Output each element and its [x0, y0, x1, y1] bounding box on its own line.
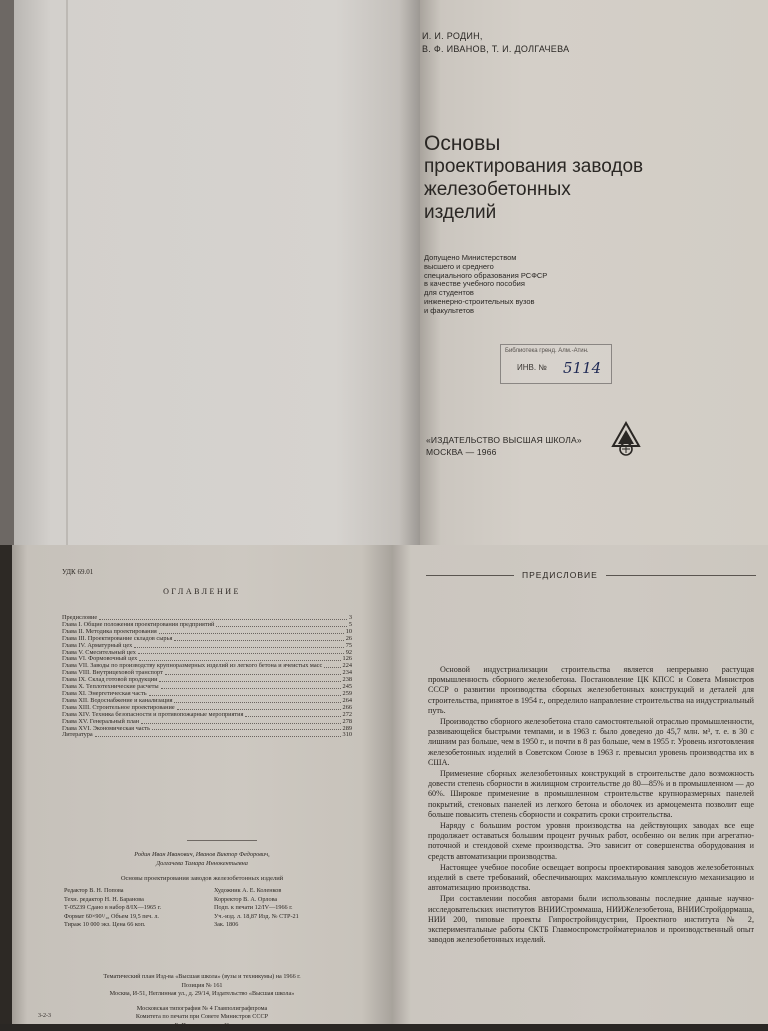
approval-line: для студентов: [424, 288, 474, 298]
preface-page: [392, 545, 768, 1024]
toc-leader-dots: [141, 723, 340, 724]
toc-entry-label: Глава X. Теплотехнические расчеты: [62, 683, 159, 691]
toc-leader-dots: [161, 688, 341, 689]
imprint-row: [64, 904, 364, 913]
imprint-printer-line: Московская типография № 4 Главполиграфпрома: [136, 1004, 268, 1012]
imprint-row: [64, 896, 364, 905]
toc-entry-page: 278: [342, 717, 352, 725]
imprint-cell: Формат 60×90¹/₁₆ Объем 19,5 печ. л.: [64, 912, 159, 920]
stamp-number-label: ИНВ. №: [517, 363, 547, 372]
toc-entry-label: Глава XVI. Экономическая часть: [62, 724, 151, 732]
toc-leader-dots: [134, 647, 343, 648]
toc-entry-label: Глава VII. Заводы по производству крупноразмерных изделий из легкого бетона и ячеистых масс: [62, 662, 323, 670]
imprint-cell: Уч.-изд. л. 18,87 Изд. № СТР-21: [214, 912, 299, 920]
toc-entry-label: Глава XII. Водоснабжение и канализация: [62, 696, 173, 704]
title-line: железобетонных: [424, 179, 571, 200]
imprint-cell: Редактор В. Н. Попова: [64, 887, 124, 894]
toc-entry-label: Глава I. Общие положения проектирования предприятий: [62, 620, 215, 628]
approval-line: высшего и среднего: [424, 261, 494, 271]
imprint-author-line: Родин Иван Иванович, Иванов Виктор Федорович,: [134, 851, 270, 858]
toc-leader-dots: [174, 702, 340, 703]
bottom-spread: [0, 545, 768, 1029]
toc-leader-dots: [159, 681, 340, 682]
imprint-cell: Техн. редактор Н. Н. Баранова: [64, 895, 144, 903]
header-rule-right: [606, 575, 756, 576]
imprint-address: Москва, И-51, Неглинная ул., д. 29/14, Издательство «Высшая школа»: [109, 990, 295, 998]
toc-leader-dots: [152, 729, 341, 730]
toc-leader-dots: [245, 716, 340, 717]
toc-entry-page: 5: [348, 620, 352, 628]
publisher-block: [426, 434, 582, 458]
toc-leader-dots: [149, 695, 341, 696]
toc-entry-label: Глава V. Смесительный цех: [62, 648, 136, 656]
imprint-row: [64, 887, 364, 896]
imprint-cell: Подп. к печати 12/IV—1966 г.: [214, 904, 293, 912]
approval-note: [424, 254, 547, 316]
author-line: В. Ф. ИВАНОВ, Т. И. ДОЛГАЧЕВА: [422, 44, 570, 54]
page-edge: [66, 0, 68, 545]
toc-entry-page: 238: [342, 676, 352, 684]
imprint-cell: Т-05239 Сдано в набор 8/IX—1965 г.: [64, 904, 162, 912]
udk-code: УДК 69.01: [62, 568, 94, 576]
toc-entry-label: Глава IV. Арматурный цех: [62, 641, 133, 649]
preface-paragraph: Настоящее учебное пособие освещает вопросы проектирования заводов железобетонных изделий в свете требований, обеспечивающих максимальную комплексную механизацию и автоматизацию производства.: [428, 862, 754, 893]
imprint-plan: Тематический план Изд-ва «Высшая школа» (вузы и техникумы) на 1966 г.: [103, 973, 301, 980]
imprint-row: [64, 913, 364, 922]
toc-entry-label: Литература: [62, 731, 93, 739]
preface-paragraph: При составлении пособия авторами были использованы последние данные научно-исследовательских институтов ВНИИСтроммаша, НИИЖелезобетона, ВНИИСтройдормаша, НИИ 200, типовые проекты Гипростройиндустрии, Проектного института № 2, экспериментальные работы СКТБ Главмоспромстройматериалов и производственный опыт заводов железобетонных изделий.: [428, 894, 754, 945]
toc-leader-dots: [99, 619, 347, 620]
imprint-publication-info: [12, 973, 392, 1031]
toc-leader-dots: [165, 674, 341, 675]
toc-entry-page: 10: [345, 627, 352, 635]
toc-entry-label: Глава III. Проектирование складов сырья: [62, 634, 173, 642]
toc-leader-dots: [139, 660, 340, 661]
title-line: Основы: [424, 132, 501, 155]
toc-leader-dots: [138, 653, 344, 654]
publisher-logo-icon: [612, 422, 640, 456]
contents-heading: ОГЛАВЛЕНИЕ: [163, 587, 241, 596]
approval-line: специального образования РСФСР: [424, 270, 548, 280]
imprint-author-line: Долгачева Тамара Иннокентьевна: [156, 859, 248, 867]
imprint-cell: Корректор В. А. Орлова: [214, 895, 278, 903]
toc-entry-label: Глава VI. Формовочный цех: [62, 655, 138, 663]
toc-entry-page: 234: [342, 669, 352, 677]
toc-entry-page: 3: [348, 614, 352, 621]
handwritten-inventory-number: 5114: [563, 359, 602, 377]
imprint-position: Позиция № 161: [181, 981, 223, 989]
toc-entry-page: 245: [342, 683, 352, 691]
publisher-name: «ИЗДАТЕЛЬСТВО ВЫСШАЯ ШКОЛА»: [426, 435, 582, 445]
divider: [187, 840, 257, 841]
toc-entry-page: 126: [342, 655, 352, 663]
author-line: И. И. РОДИН,: [422, 31, 483, 41]
preface-header: [426, 570, 756, 580]
imprint-cell: Тираж 10 000 экз. Цена 66 коп.: [64, 921, 146, 929]
toc-entry-label: Глава XIV. Техника безопасности и противопожарные мероприятия: [62, 710, 244, 718]
toc-entry-page: 92: [345, 648, 352, 656]
book-title: [424, 132, 643, 224]
preface-heading: ПРЕДИСЛОВИЕ: [522, 570, 598, 580]
stamp-text: Библиотека гренд. Алм.-Атин.: [505, 348, 589, 354]
toc-entry: [62, 732, 352, 739]
author-list: [422, 30, 569, 56]
toc-entry-page: 26: [345, 634, 352, 642]
toc-entry-page: 310: [342, 731, 352, 739]
imprint-row: [64, 921, 364, 930]
toc-entry-label: Глава IX. Склад готовой продукции: [62, 676, 158, 684]
imprint-book-title: Основы проектирования заводов железобетонных изделий: [120, 875, 284, 882]
preface-paragraph: Производство сборного железобетона стало самостоятельной отраслью промышленности, развивающейся быстрыми темпами, и в 1963 г. было доведено до 45,7 млн. м³, т. е. в 30 с лишним раз больше, чем в 1950 г., и почти в 8 раз больше, чем в 1955 г. Уровень изготовления железобетонных изделий в Советском Союзе в 1963 г. превысил уровень производства их в США.: [428, 717, 754, 767]
imprint-printer-line: Б. Переяславская, 46: [174, 1021, 230, 1029]
imprint-cell: Художник А. Е. Коленков: [214, 887, 282, 894]
preface-paragraph: Наряду с большим ростом уровня производства на действующих заводах все еще продолжает оставаться большим процент ручных работ, особенно он велик при агрегатно-поточной и стендовой схеме производства. Это зависит от совершенства оборудования и средств автоматизации производства.: [428, 821, 754, 861]
toc-leader-dots: [159, 633, 344, 634]
toc-entry-page: 289: [342, 724, 352, 732]
approval-line: Допущено Министерством: [424, 253, 517, 262]
toc-entry-label: Глава XI. Энергетическая часть: [62, 689, 147, 697]
imprint-authors: [12, 851, 392, 868]
toc-leader-dots: [174, 640, 343, 641]
toc-entry-label: Глава XIII. Строительное проектирование: [62, 703, 175, 711]
toc-entry-page: 264: [342, 696, 352, 704]
preface-paragraph: Основой индустриализации строительства является непрерывно растущая промышленность сборного железобетона. Постановление ЦК КПСС и Совета Министров СССР о развитии производства сборных железобетонных конструкций и деталей для строительства, принятое в 1954 г., определило направление строительства на индустриальный путь.: [428, 665, 754, 715]
toc-leader-dots: [216, 626, 347, 627]
toc-entry-page: 259: [342, 689, 352, 697]
toc-entry: [62, 726, 352, 733]
title-line: проектирования заводов: [424, 156, 644, 177]
toc-entry-page: 272: [342, 710, 352, 718]
page-shadow: [0, 0, 14, 545]
toc-entry-label: Глава VIII. Внутрицеховой транспорт: [62, 669, 163, 677]
contents-page: [12, 545, 392, 1029]
toc-leader-dots: [177, 709, 341, 710]
library-stamp: [500, 344, 612, 384]
publisher-city-year: МОСКВА — 1966: [426, 447, 497, 457]
toc-entry-page: 224: [342, 662, 352, 670]
toc-entry-page: 266: [342, 703, 352, 711]
imprint-details: [64, 887, 364, 930]
imprint-printer-line: Комитета по печати при Совете Министров СССР: [135, 1013, 269, 1021]
toc-entry-label: Глава XV. Генеральный план: [62, 717, 140, 725]
title-page: [420, 0, 768, 545]
approval-line: и факультетов: [424, 305, 475, 315]
approval-line: инженерно-строительных вузов: [424, 296, 535, 306]
toc-leader-dots: [324, 667, 340, 668]
toc-entry-label: Предисловие: [62, 614, 98, 621]
imprint-cell: Зак. 1806: [214, 921, 239, 929]
preface-text: [428, 665, 754, 946]
table-of-contents: [62, 615, 352, 739]
signature-mark: 3-2-3: [38, 1013, 51, 1019]
title-line: изделий: [424, 202, 497, 223]
toc-entry-label: Глава II. Методика проектирования: [62, 627, 157, 635]
preface-paragraph: Применение сборных железобетонных конструкций в строительстве дало возможность довести степень сборности в жилищном строительстве до 80—85% и в промышленном — до 60%. Широкое применение в промышленном строительстве крупноразмерных панелей покрытий, стеновых панелей из легкого бетона и оболочек из армоцемента позволит еще больше повысить степень сборности и сократить сроки строительства.: [428, 769, 754, 819]
toc-entry-page: 75: [345, 641, 352, 649]
header-rule-left: [426, 575, 514, 576]
approval-line: в качестве учебного пособия: [424, 279, 525, 289]
blank-flyleaf-page: [0, 0, 420, 545]
toc-leader-dots: [95, 736, 341, 737]
